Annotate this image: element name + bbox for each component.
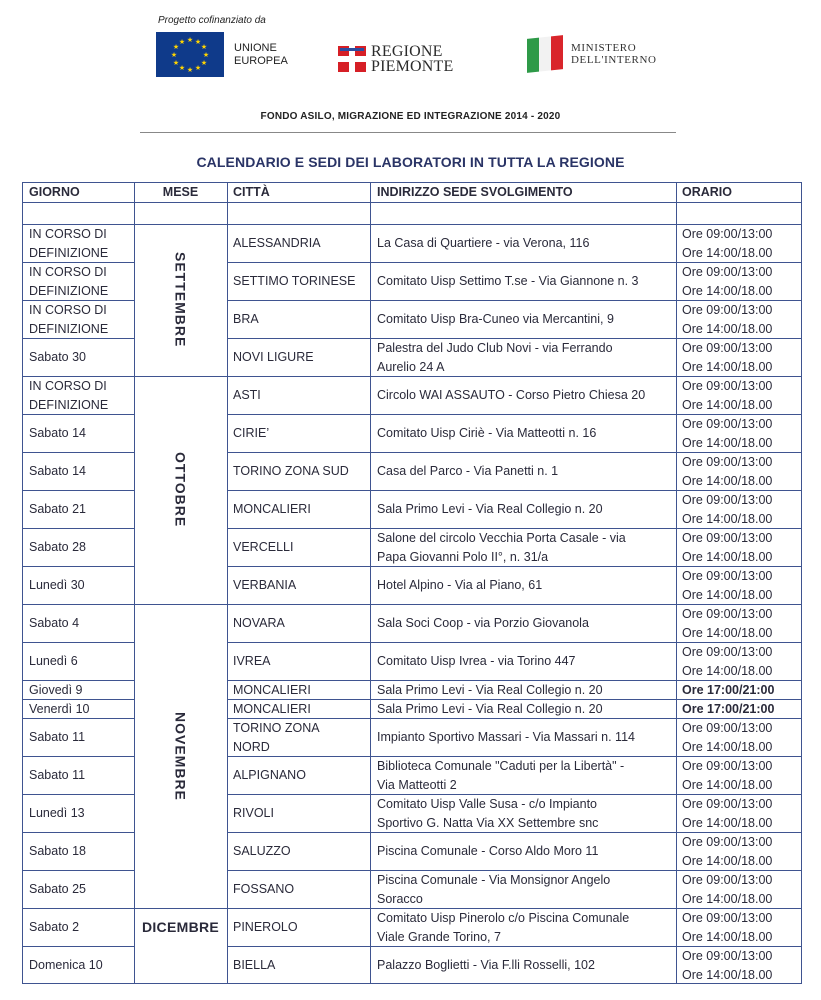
italian-flag-icon	[527, 35, 563, 73]
cell-line: RIVOLI	[233, 806, 274, 820]
svg-text:★: ★	[178, 64, 186, 72]
cell-line: TORINO ZONA SUD	[233, 464, 349, 478]
cell-line: Domenica 10	[29, 958, 103, 972]
cell-line: Ore 09:00/13:00	[682, 758, 773, 773]
cell-line: VERBANIA	[233, 578, 297, 592]
cell-line: Ore 09:00/13:00	[682, 796, 773, 811]
month-label-text: DICEMBRE	[141, 919, 220, 935]
column-header-giorno: GIORNO	[29, 184, 80, 199]
cell-line: Ore 09:00/13:00	[682, 644, 773, 659]
cell-line: Ore 09:00/13:00	[682, 264, 773, 279]
cell-line: Sabato 2	[29, 920, 80, 934]
svg-text:★: ★	[178, 38, 186, 46]
cell-line: Sabato 18	[29, 844, 86, 858]
cell-line: Ore 17:00/21:00	[682, 682, 775, 697]
cell-line: Sabato 4	[29, 616, 80, 630]
svg-text:★: ★	[194, 38, 202, 46]
regione-label-line2: PIEMONTE	[371, 58, 454, 75]
svg-text:★: ★	[200, 59, 208, 67]
cell-line: NOVARA	[233, 616, 285, 630]
cell-line: CIRIE’	[233, 426, 270, 440]
cell-line: Viale Grande Torino, 7	[377, 929, 501, 944]
cell-line: Ore 14:00/18.00	[682, 397, 773, 412]
cell-line: IVREA	[233, 654, 271, 668]
eu-label-line2: EUROPEA	[234, 54, 288, 67]
cell-line: Ore 09:00/13:00	[682, 720, 773, 735]
table-border	[22, 182, 802, 984]
cell-line: Comitato Uisp Ciriè - Via Matteotti n. 16	[377, 426, 597, 440]
regione-label-line1: REGIONE	[371, 43, 443, 60]
cell-line: Ore 14:00/18.00	[682, 663, 773, 678]
eu-label-line1: UNIONE	[234, 41, 277, 54]
svg-text:★: ★	[200, 43, 208, 51]
cell-line: Sabato 11	[29, 730, 86, 744]
column-header-indirizzo: INDIRIZZO SEDE SVOLGIMENTO	[377, 184, 573, 199]
cell-line: MONCALIERI	[233, 502, 311, 516]
cell-line: Sala Primo Levi - Via Real Collegio n. 20	[377, 682, 603, 697]
cell-line: IN CORSO DI	[29, 226, 107, 241]
cell-line: Ore 09:00/13:00	[682, 340, 773, 355]
fondo-label: FONDO ASILO, MIGRAZIONE ED INTEGRAZIONE 2014 - 2020	[260, 111, 561, 122]
cell-line: Aurelio 24 A	[377, 359, 445, 374]
cell-line: Ore 09:00/13:00	[682, 948, 773, 963]
cell-line: Ore 14:00/18.00	[682, 283, 773, 298]
month-label-text: SETTEMBRE	[172, 252, 189, 348]
cell-line: Ore 17:00/21:00	[682, 701, 775, 716]
ministero-logo	[527, 37, 657, 71]
cell-line: Ore 09:00/13:00	[682, 606, 773, 621]
cell-line: NORD	[233, 739, 270, 754]
cell-line: ASTI	[233, 388, 261, 402]
cell-line: Venerdì 10	[29, 701, 90, 716]
cell-line: Ore 09:00/13:00	[682, 530, 773, 545]
column-header-orario: ORARIO	[682, 184, 732, 199]
cell-line: Lunedì 6	[29, 654, 78, 668]
svg-text:★: ★	[172, 59, 180, 67]
cell-line: Giovedì 9	[29, 682, 83, 697]
cell-line: Ore 14:00/18.00	[682, 967, 773, 982]
cell-line: Ore 09:00/13:00	[682, 910, 773, 925]
cell-line: Ore 09:00/13:00	[682, 302, 773, 317]
svg-text:★: ★	[194, 64, 202, 72]
cell-line: BRA	[233, 312, 259, 326]
regione-piemonte-logo	[337, 44, 453, 74]
cell-line: Via Matteotti 2	[377, 777, 457, 792]
cell-line: La Casa di Quartiere - via Verona, 116	[377, 236, 590, 250]
cell-line: DEFINIZIONE	[29, 283, 109, 298]
cell-line: MONCALIERI	[233, 682, 311, 697]
cell-line: Ore 14:00/18.00	[682, 929, 773, 944]
cell-line: Soracco	[377, 891, 423, 906]
svg-text:★: ★	[186, 66, 194, 74]
cell-line: Sabato 25	[29, 882, 86, 896]
cell-line: DEFINIZIONE	[29, 397, 109, 412]
cell-line: Comitato Uisp Settimo T.se - Via Giannone n. 3	[377, 274, 639, 288]
cell-line: VERCELLI	[233, 540, 294, 554]
cell-line: Piscina Comunale - Corso Aldo Moro 11	[377, 844, 599, 858]
cell-line: Ore 09:00/13:00	[682, 416, 773, 431]
cell-line: BIELLA	[233, 958, 276, 972]
cell-line: TORINO ZONA	[233, 720, 320, 735]
cell-line: Ore 14:00/18.00	[682, 587, 773, 602]
cell-line: Papa Giovanni Polo II°, n. 31/a	[377, 549, 549, 564]
cell-line: Ore 14:00/18.00	[682, 853, 773, 868]
cell-line: Lunedì 30	[29, 578, 85, 592]
cell-line: Biblioteca Comunale "Caduti per la Libertà" -	[377, 758, 625, 773]
cell-line: Sabato 30	[29, 350, 86, 364]
cell-line: Sportivo G. Natta Via XX Settembre snc	[377, 815, 599, 830]
cell-line: Sabato 14	[29, 464, 86, 478]
divider	[140, 132, 676, 133]
cell-line: SALUZZO	[233, 844, 291, 858]
svg-text:★: ★	[172, 43, 180, 51]
cell-line: PINEROLO	[233, 920, 298, 934]
cofinanziato-label: Progetto cofinanziato da	[158, 15, 266, 26]
cell-line: Ore 09:00/13:00	[682, 872, 773, 887]
cell-line: Ore 14:00/18.00	[682, 473, 773, 488]
cell-line: Ore 09:00/13:00	[682, 226, 773, 241]
cell-line: Palestra del Judo Club Novi - via Ferrando	[377, 340, 613, 355]
eu-flag-icon	[156, 32, 224, 77]
cell-line: Ore 14:00/18.00	[682, 815, 773, 830]
cell-line: Sabato 28	[29, 540, 86, 554]
cell-line: DEFINIZIONE	[29, 321, 109, 336]
cell-line: Ore 09:00/13:00	[682, 454, 773, 469]
cell-line: Ore 14:00/18.00	[682, 777, 773, 792]
cell-line: Ore 14:00/18.00	[682, 435, 773, 450]
cell-line: Ore 09:00/13:00	[682, 492, 773, 507]
cell-line: Comitato Uisp Pinerolo c/o Piscina Comunale	[377, 910, 630, 925]
cell-line: Comitato Uisp Ivrea - via Torino 447	[377, 654, 576, 668]
cell-line: DEFINIZIONE	[29, 245, 109, 260]
cell-line: Comitato Uisp Bra-Cuneo via Mercantini, 9	[377, 312, 614, 326]
svg-text:★: ★	[186, 36, 194, 44]
cell-line: Impianto Sportivo Massari - Via Massari n. 114	[377, 730, 635, 744]
svg-text:★: ★	[170, 51, 178, 59]
cell-line: Ore 14:00/18.00	[682, 739, 773, 754]
cell-line: Sabato 21	[29, 502, 86, 516]
cell-line: MONCALIERI	[233, 701, 311, 716]
cell-line: Ore 14:00/18.00	[682, 891, 773, 906]
cell-line: Sala Primo Levi - Via Real Collegio n. 20	[377, 502, 603, 516]
cell-line: Ore 09:00/13:00	[682, 568, 773, 583]
cell-line: Ore 09:00/13:00	[682, 378, 773, 393]
cell-line: IN CORSO DI	[29, 378, 107, 393]
cell-line: Circolo WAI ASSAUTO - Corso Pietro Chiesa 20	[377, 388, 646, 402]
cell-line: FOSSANO	[233, 882, 295, 896]
cell-line: IN CORSO DI	[29, 264, 107, 279]
ministero-label-line1: MINISTERO	[571, 42, 637, 54]
cell-line: Sabato 14	[29, 426, 86, 440]
cell-line: NOVI LIGURE	[233, 350, 314, 364]
column-header-citta: CITTÀ	[233, 184, 270, 199]
cell-line: Ore 14:00/18.00	[682, 625, 773, 640]
cell-line: Palazzo Boglietti - Via F.lli Rosselli, 102	[377, 958, 595, 972]
cell-line: Lunedì 13	[29, 806, 85, 820]
piemonte-shield-icon	[337, 44, 367, 74]
cell-line: IN CORSO DI	[29, 302, 107, 317]
cell-line: Comitato Uisp Valle Susa - c/o Impianto	[377, 796, 598, 811]
cell-line: Ore 09:00/13:00	[682, 834, 773, 849]
ministero-label-line2: DELL'INTERNO	[571, 54, 657, 66]
cell-line: Salone del circolo Vecchia Porta Casale - via	[377, 530, 626, 545]
cell-line: SETTIMO TORINESE	[233, 274, 356, 288]
cell-line: ALESSANDRIA	[233, 236, 321, 250]
column-header-mese: MESE	[162, 185, 199, 199]
cell-line: Ore 14:00/18.00	[682, 549, 773, 564]
eu-logo	[156, 32, 288, 77]
cell-line: Sala Primo Levi - Via Real Collegio n. 20	[377, 701, 603, 716]
cell-line: ALPIGNANO	[233, 768, 306, 782]
cell-line: Ore 14:00/18.00	[682, 511, 773, 526]
month-label-text: OTTOBRE	[172, 452, 189, 528]
cell-line: Ore 14:00/18.00	[682, 321, 773, 336]
page-title: CALENDARIO E SEDI DEI LABORATORI IN TUTTA LA REGIONE	[196, 154, 625, 170]
cell-line: Ore 14:00/18.00	[682, 245, 773, 260]
cell-line: Ore 14:00/18.00	[682, 359, 773, 374]
svg-text:★: ★	[202, 51, 210, 59]
cell-line: Casa del Parco - Via Panetti n. 1	[377, 464, 559, 478]
cell-line: Piscina Comunale - Via Monsignor Angelo	[377, 872, 611, 887]
month-label-text: NOVEMBRE	[172, 711, 189, 801]
cell-line: Hotel Alpino - Via al Piano, 61	[377, 578, 543, 592]
cell-line: Sala Soci Coop - via Porzio Giovanola	[377, 616, 589, 630]
cell-line: Sabato 11	[29, 768, 86, 782]
